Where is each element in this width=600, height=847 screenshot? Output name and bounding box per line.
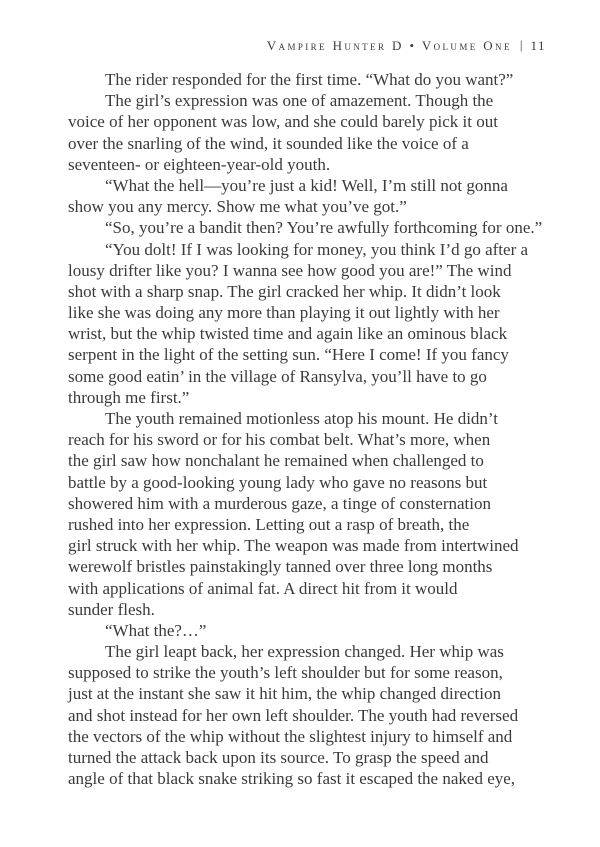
paragraph (68, 239, 546, 409)
paragraph (68, 175, 546, 217)
text-line: through me first.” (68, 387, 190, 407)
text-line: lousy drifter like you? I wanna see how good you are!” The wind (68, 260, 512, 280)
running-header-title: Vampire Hunter D • Volume One (266, 38, 512, 53)
running-header (267, 38, 546, 54)
text-line: turned the attack back upon its source. To grasp the speed and (68, 748, 489, 767)
paragraph (68, 620, 546, 641)
text-line: reach for his sword or for his combat belt. What’s more, when (68, 430, 491, 450)
text-line: The girl’s expression was one of amazement. Though the (105, 91, 494, 111)
text-line: werewolf bristles painstakingly tanned over three long months (68, 557, 493, 577)
text-line: the vectors of the whip without the slightest injury to himself and (68, 726, 513, 746)
text-line: like she was doing any more than playing it out lightly with her (68, 303, 500, 323)
text-line: battle by a good-looking young lady who gave no reasons but (68, 472, 488, 492)
text-line: “What the?…” (105, 620, 207, 640)
header-separator: | (519, 37, 523, 52)
text-line: supposed to strike the youth’s left shoulder but for some reason, (68, 663, 503, 683)
text-line: with applications of animal fat. A direct hit from it would (68, 578, 458, 598)
paragraph (68, 90, 546, 175)
text-line: The rider responded for the first time. “What do you want?” (105, 70, 514, 89)
text-line: serpent in the light of the setting sun. “Here I come! If you fancy (68, 345, 509, 365)
text-line: show you any mercy. Show me what you’ve got.” (68, 197, 407, 217)
text-line: some good eatin’ in the village of Ransylva, you’ll have to go (68, 366, 487, 386)
text-line: the girl saw how nonchalant he remained when challenged to (68, 451, 484, 471)
body-text (68, 69, 546, 789)
text-line: rushed into her expression. Letting out a rasp of breath, the (68, 514, 470, 534)
text-line: The girl leapt back, her expression changed. Her whip was (105, 642, 504, 662)
text-line: voice of her opponent was low, and she could barely pick it out (68, 112, 498, 132)
text-line: showered him with a murderous gaze, a tinge of consternation (68, 493, 491, 513)
text-line: The youth remained motionless atop his mount. He didn’t (105, 409, 498, 428)
text-line: sunder flesh. (68, 599, 155, 619)
text-line: “What the hell—you’re just a kid! Well, I’m still not gonna (105, 175, 508, 195)
text-line: “So, you’re a bandit then? You’re awfully forthcoming for one.” (105, 218, 543, 238)
text-line: and shot instead for her own left shoulder. The youth had reversed (68, 705, 519, 725)
text-line: shot with a sharp snap. The girl cracked her whip. It didn’t look (68, 281, 501, 301)
paragraph (68, 217, 546, 238)
text-line: “You dolt! If I was looking for money, you think I’d go after a (105, 239, 529, 259)
paragraph (68, 69, 546, 90)
text-line: angle of that black snake striking so fast it escaped the naked eye, (68, 769, 516, 789)
text-line: over the snarling of the wind, it sounded like the voice of a (68, 133, 469, 153)
text-line: girl struck with her whip. The weapon was made from intertwined (68, 536, 519, 556)
paragraph (68, 408, 546, 620)
text-line: seventeen- or eighteen-year-old youth. (68, 154, 331, 174)
text-line: just at the instant she saw it hit him, the whip changed direction (68, 684, 501, 704)
text-line: wrist, but the whip twisted time and again like an ominous black (68, 324, 508, 344)
page-number: 11 (530, 38, 546, 53)
paragraph (68, 641, 546, 789)
